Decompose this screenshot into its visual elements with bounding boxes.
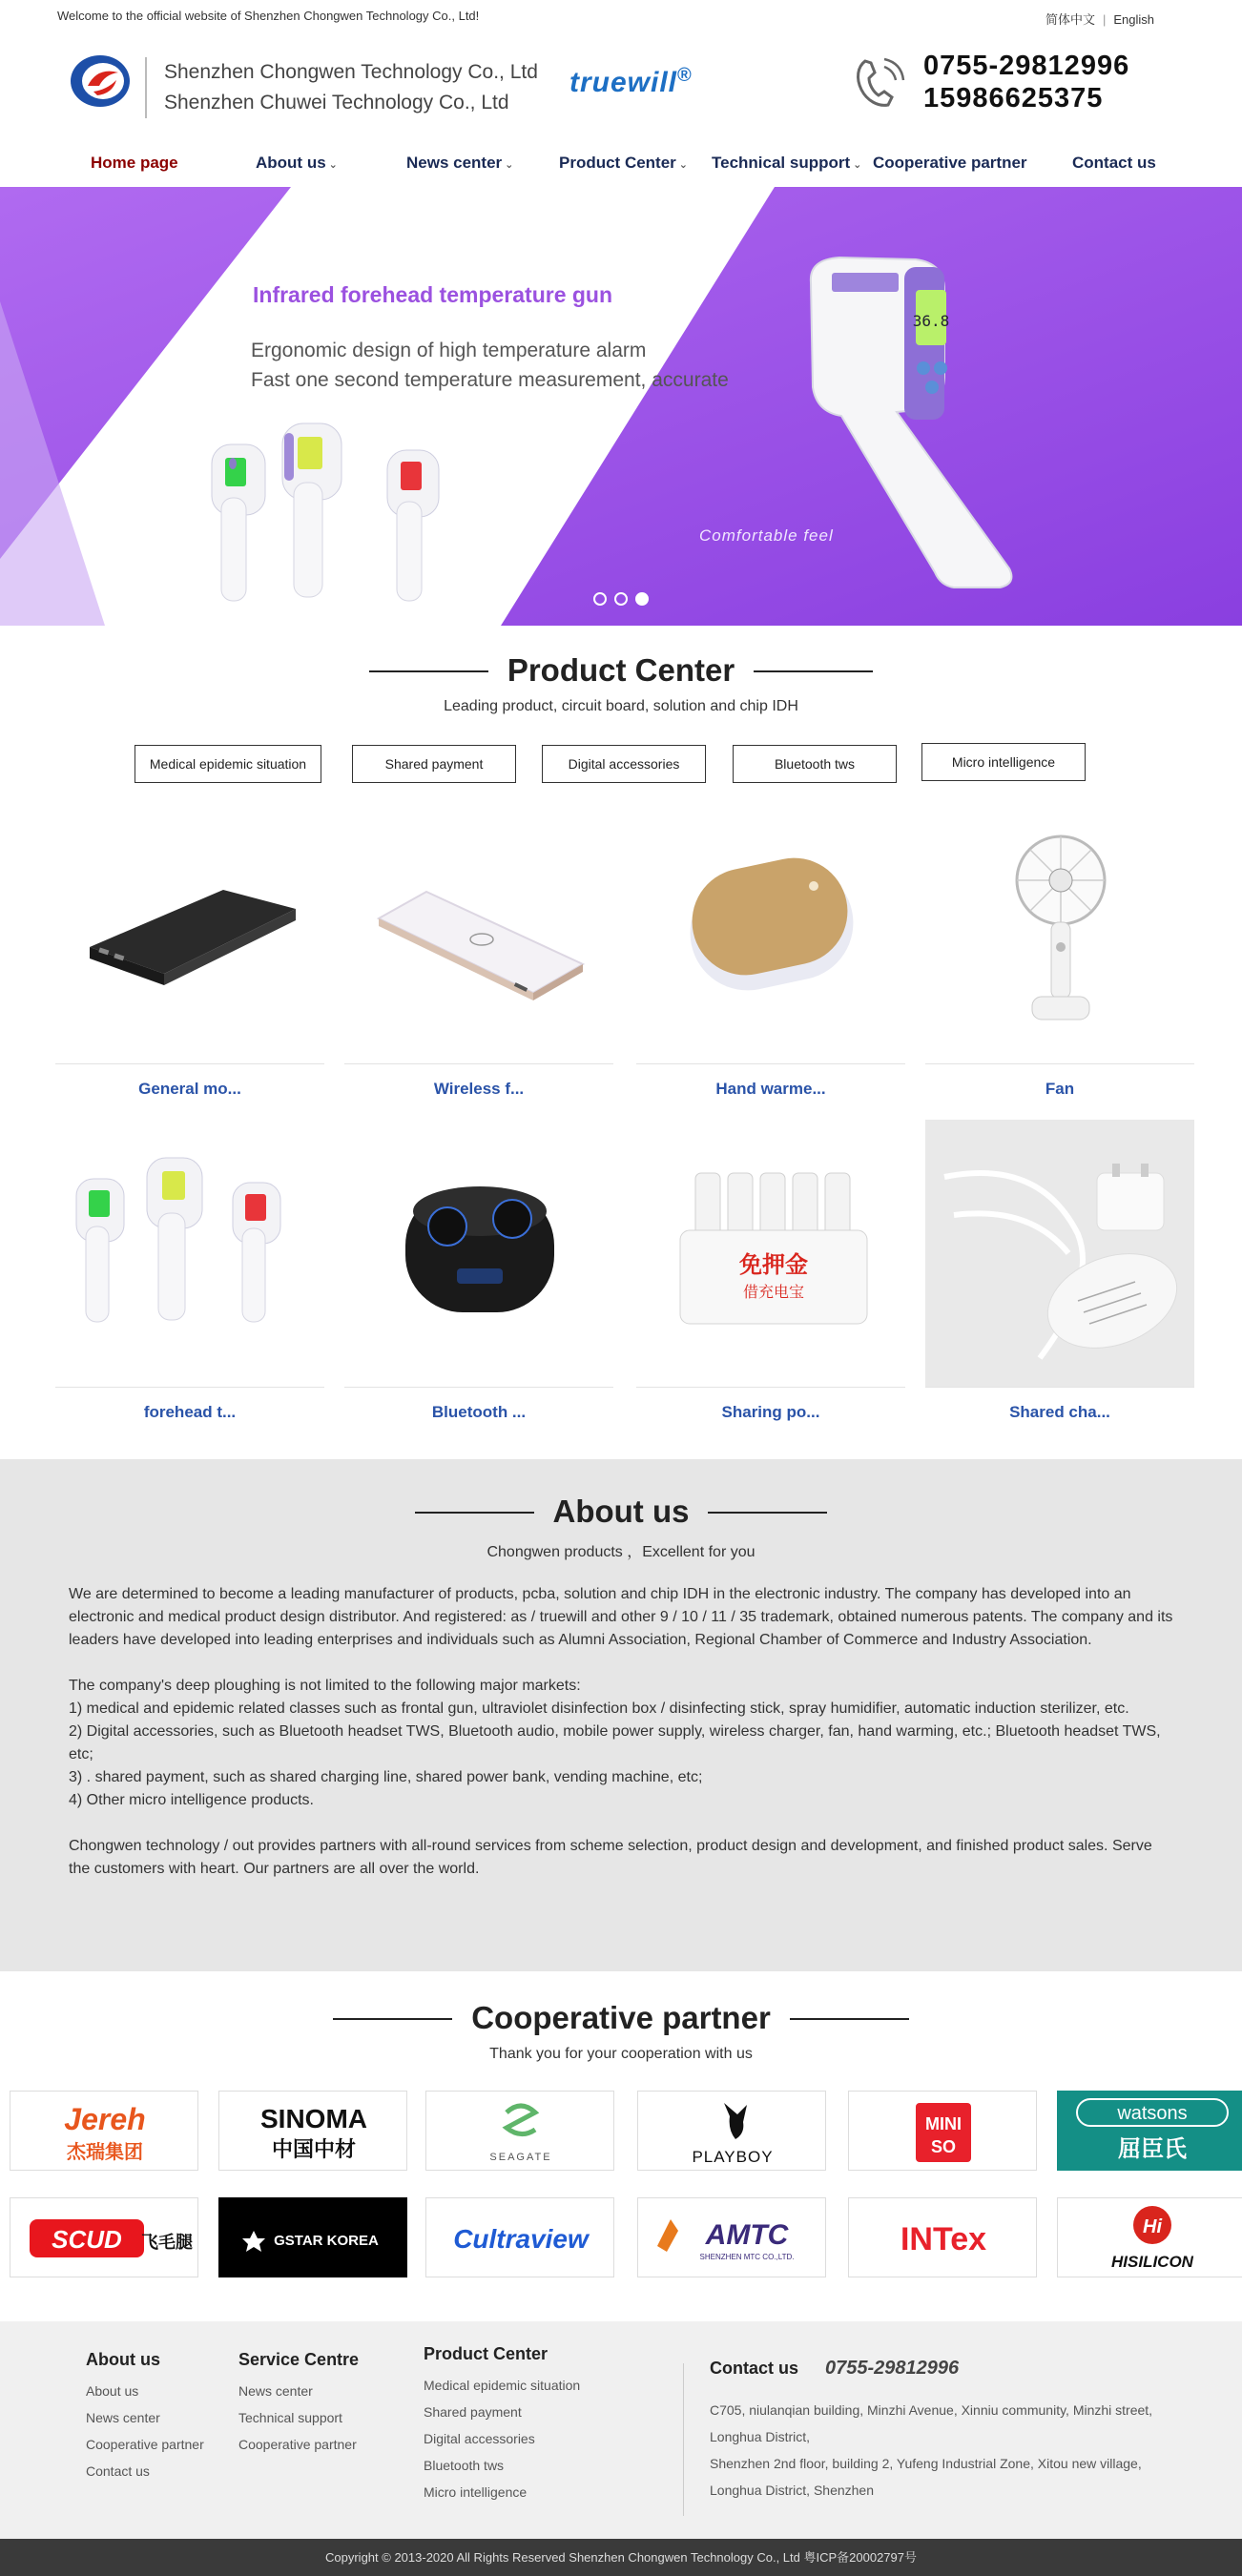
product-center-header [0, 652, 1242, 715]
product-image [344, 1120, 613, 1387]
cultraview-logo-icon [426, 2198, 614, 2277]
tab-shared-payment[interactable]: Shared payment [352, 745, 516, 783]
footer-address [710, 2397, 1196, 2504]
partner-subtitle: Thank you for your cooperation with us [489, 2046, 753, 2062]
partner-logo-scud[interactable] [10, 2197, 198, 2277]
playboy-logo-text: PLAYBOY [692, 2148, 774, 2166]
banner-subtitle-line2: Fast one second temperature measurement, accurate [251, 369, 729, 391]
company-names [145, 57, 538, 118]
main-nav [0, 141, 1242, 185]
partner-logo-amtc[interactable] [637, 2197, 826, 2277]
about-title: About us [552, 1494, 690, 1529]
sharing-power-bank-station-icon [636, 1120, 905, 1387]
scud-logo-cn: 飞毛腿 [141, 2233, 193, 2253]
partner-logo-cultraview[interactable] [425, 2197, 614, 2277]
amtc-logo-text: AMTC [705, 2219, 789, 2251]
footer-about-column [86, 2350, 204, 2484]
nav-about-label: About us [256, 154, 326, 172]
cultraview-logo-text: Cultraview [453, 2224, 589, 2254]
nav-contact[interactable] [1072, 141, 1156, 185]
top-bar [0, 0, 1242, 36]
partner-logo-miniso[interactable] [848, 2091, 1037, 2171]
product-image [636, 1120, 905, 1387]
partner-logo-hisilicon[interactable] [1057, 2197, 1242, 2277]
footer [0, 2321, 1242, 2539]
partner-logo-watsons[interactable] [1057, 2091, 1242, 2171]
footer-address-line1: C705, niulanqian building, Minzhi Avenue, Xinniu community, Minzhi street, Longhua District, [710, 2402, 1153, 2444]
hotline-numbers [923, 50, 1129, 114]
banner-note: Comfortable feel [699, 526, 834, 545]
product-card[interactable] [55, 1120, 324, 1422]
product-center-subtitle: Leading product, circuit board, solution and chip IDH [444, 698, 798, 714]
gstar-logo-icon [219, 2198, 407, 2277]
product-name[interactable]: Sharing po... [721, 1403, 820, 1421]
miniso-logo-text: MINI [925, 2114, 962, 2133]
footer-link[interactable]: News center [86, 2410, 160, 2425]
sharing-box-label-2: 借充电宝 [742, 1283, 805, 1301]
playboy-logo-icon [638, 2092, 826, 2171]
footer-product-column [424, 2344, 580, 2505]
sharing-box-label: 免押金 [739, 1251, 808, 1278]
shared-charging-cable-icon [925, 1120, 1194, 1387]
footer-link[interactable]: Medical epidemic situation [424, 2378, 581, 2393]
about-paragraph: 4) Other micro intelligence products. [69, 1792, 314, 1808]
about-paragraph: Chongwen technology / out provides partners with all-round services from scheme selection, product design and development, and finished product sales. Serve the customers with heart. Our partners are all over the world. [69, 1838, 1152, 1877]
miniso-logo-text-2: SO [930, 2137, 957, 2156]
footer-address-line2: Shenzhen 2nd floor, building 2, Yufeng Industrial Zone, Xitou new village, Longhua District, Shenzhen [710, 2456, 1142, 2498]
footer-link[interactable]: Cooperative partner [86, 2437, 204, 2452]
miniso-logo-icon [849, 2092, 1037, 2171]
company-name-1: Shenzhen Chongwen Technology Co., Ltd [164, 61, 538, 83]
about-paragraph: 2) Digital accessories, such as Bluetooth headset TWS, Bluetooth audio, mobile power supply, wireless charger, fan, hand warming, etc.; Bluetooth headset TWS, etc; [69, 1723, 1161, 1762]
about-paragraph: We are determined to become a leading manufacturer of products, pcba, solution and chip IDH in the electronic industry. The company has developed into an electronic and medical product design distributor. And registered: as / truewill and other 9 / 10 / 11 / 35 trademark, obtained numerous patents. The company and its leaders have developed into leading enterprises and individuals such as Alumni Association, Regional Chamber of Commerce and Industry Association. [69, 1586, 1173, 1648]
hisilicon-logo-mark: Hi [1143, 2216, 1162, 2237]
tab-micro-intelligence[interactable]: Micro intelligence [921, 743, 1086, 781]
intex-logo-text: INTex [900, 2221, 987, 2257]
hisilicon-logo-icon [1058, 2198, 1242, 2277]
footer-contact-title: Contact us [710, 2359, 799, 2378]
product-name[interactable]: Hand warme... [715, 1080, 826, 1098]
nav-partner-label: Cooperative partner [873, 154, 1027, 172]
company-logo-icon[interactable] [69, 53, 132, 109]
company-name-2: Shenzhen Chuwei Technology Co., Ltd [164, 92, 509, 113]
footer-link[interactable]: Cooperative partner [238, 2437, 357, 2452]
power-bank-icon [55, 796, 324, 1063]
tab-digital-accessories[interactable]: Digital accessories [542, 745, 706, 783]
sinoma-logo-text: SINOMA [260, 2104, 367, 2133]
fan-icon [925, 796, 1194, 1063]
nav-product[interactable] [559, 141, 688, 185]
tab-bluetooth-tws[interactable]: Bluetooth tws [733, 745, 897, 783]
product-name[interactable]: Fan [1045, 1080, 1075, 1098]
nav-news[interactable] [406, 141, 513, 185]
partner-logo-sinoma[interactable] [218, 2091, 407, 2171]
footer-link[interactable]: Shared payment [424, 2404, 522, 2420]
product-card[interactable] [55, 796, 324, 1099]
scud-logo-icon [10, 2198, 198, 2277]
footer-link[interactable]: Bluetooth tws [424, 2458, 505, 2473]
product-card[interactable] [344, 796, 613, 1099]
language-switch [1045, 10, 1154, 28]
about-section [0, 1459, 1242, 1971]
product-name[interactable]: Bluetooth ... [431, 1403, 527, 1421]
product-image [925, 796, 1194, 1063]
chevron-down-icon: ⌄ [505, 159, 514, 171]
lang-chinese-link[interactable]: 简体中文 [1045, 12, 1095, 27]
product-name[interactable]: General mo... [138, 1080, 241, 1098]
partner-header [0, 2000, 1242, 2063]
nav-contact-label: Contact us [1072, 154, 1156, 172]
tab-medical[interactable]: Medical epidemic situation [135, 745, 321, 783]
nav-support[interactable] [712, 141, 861, 185]
footer-contact-phone: 0755-29812996 [825, 2358, 960, 2379]
footer-product-title: Product Center [424, 2344, 549, 2363]
seagate-logo-icon [426, 2092, 614, 2171]
carousel-dot-1[interactable] [593, 592, 607, 606]
product-card[interactable] [925, 796, 1194, 1099]
jereh-logo-cn: 杰瑞集团 [67, 2140, 143, 2163]
hero-banner[interactable] [0, 187, 1242, 626]
product-image [925, 1120, 1194, 1387]
footer-link[interactable]: Technical support [238, 2410, 342, 2425]
copyright-bar: Copyright © 2013-2020 All Rights Reserved Shenzhen Chongwen Technology Co., Ltd 粤ICP备20002797号 [0, 2539, 1242, 2576]
carousel-dot-3-active[interactable] [635, 592, 649, 606]
brand-logo[interactable] [569, 65, 693, 99]
footer-link[interactable]: News center [238, 2383, 313, 2399]
footer-contact [710, 2358, 1196, 2504]
partner-logo-gstar[interactable] [218, 2197, 407, 2277]
lang-english-link[interactable]: English [1113, 12, 1154, 27]
footer-link[interactable]: Digital accessories [424, 2431, 535, 2446]
partner-logo-seagate[interactable] [425, 2091, 614, 2171]
product-image [636, 796, 905, 1063]
sinoma-logo-cn: 中国中材 [271, 2138, 357, 2162]
product-image [55, 1120, 324, 1387]
footer-link[interactable]: Contact us [86, 2463, 150, 2479]
carousel-dots [593, 592, 656, 610]
nav-home-label: Home page [91, 154, 178, 172]
about-paragraph: 3) . shared payment, such as shared charging line, shared power bank, vending machine, etc; [69, 1769, 703, 1785]
registered-mark: ® [677, 65, 693, 86]
nav-news-label: News center [406, 154, 503, 172]
product-center-title: Product Center [507, 652, 735, 688]
thermometer-reading: 36.8 [912, 312, 950, 330]
wireless-charger-icon [344, 796, 613, 1063]
lang-separator: | [1102, 12, 1107, 27]
sinoma-logo-icon [219, 2092, 407, 2171]
about-subtitle: Chongwen products ，Excellent for you [486, 1544, 756, 1560]
forehead-thermometer-icon [55, 1120, 324, 1387]
nav-about[interactable] [256, 141, 338, 185]
amtc-logo-icon [638, 2198, 826, 2277]
partner-logo-intex[interactable] [848, 2197, 1037, 2277]
about-paragraph: 1) medical and epidemic related classes such as frontal gun, ultraviolet disinfection box / disinfecting stick, spray humidifier, automatic induction sterilizer, etc. [69, 1700, 1129, 1717]
nav-home[interactable] [91, 141, 178, 185]
gstar-logo-text: GSTAR KOREA [274, 2233, 379, 2249]
banner-title: Infrared forehead temperature gun [253, 282, 613, 307]
product-image [55, 796, 324, 1063]
about-text [69, 1583, 1175, 1881]
partner-logo-playboy[interactable] [637, 2091, 826, 2171]
seagate-logo-text: SEAGATE [489, 2152, 552, 2163]
partner-title: Cooperative partner [471, 2000, 771, 2035]
chevron-down-icon: ⌄ [853, 159, 862, 171]
nav-product-label: Product Center [559, 154, 676, 172]
watsons-logo-cn: 屈臣氏 [1118, 2135, 1187, 2162]
jereh-logo-icon [10, 2092, 198, 2171]
footer-link[interactable]: About us [86, 2383, 139, 2399]
product-card[interactable] [925, 1120, 1194, 1422]
jereh-logo-text: Jereh [64, 2102, 146, 2136]
product-image [344, 796, 613, 1063]
watsons-logo-text: watsons [1117, 2103, 1188, 2124]
product-name[interactable]: forehead t... [143, 1403, 237, 1421]
about-paragraph: The company's deep ploughing is not limited to the following major markets: [69, 1678, 581, 1694]
product-card[interactable] [636, 796, 905, 1099]
phone-number-1: 0755-29812996 [923, 51, 1130, 81]
product-card[interactable] [344, 1120, 613, 1422]
footer-service-column [238, 2350, 359, 2458]
amtc-logo-sub: SHENZHEN MTC CO.,LTD. [699, 2253, 795, 2261]
scud-logo-text: SCUD [52, 2225, 122, 2254]
product-name[interactable]: Shared cha... [1009, 1403, 1110, 1421]
footer-link[interactable]: Micro intelligence [424, 2484, 528, 2500]
bluetooth-earbuds-icon [344, 1120, 613, 1387]
footer-divider [683, 2363, 684, 2516]
phone-icon [852, 53, 905, 111]
hisilicon-logo-text: HISILICON [1111, 2253, 1193, 2271]
phone-number-2: 15986625375 [923, 83, 1104, 113]
brand-name: truewill [569, 67, 678, 98]
banner-subtitle-line1: Ergonomic design of high temperature alarm [251, 340, 647, 361]
nav-partner[interactable] [873, 141, 1027, 185]
hand-warmer-icon [636, 796, 905, 1063]
chevron-down-icon: ⌄ [328, 159, 338, 171]
product-name[interactable]: Wireless f... [433, 1080, 525, 1098]
footer-service-title: Service Centre [238, 2350, 360, 2369]
intex-logo-icon [849, 2198, 1037, 2277]
footer-about-title: About us [86, 2350, 160, 2369]
carousel-dot-2[interactable] [614, 592, 628, 606]
banner-subtitle [251, 336, 729, 395]
product-card[interactable] [636, 1120, 905, 1422]
partner-logo-jereh[interactable] [10, 2091, 198, 2171]
watsons-logo-icon [1058, 2092, 1242, 2171]
chevron-down-icon: ⌄ [678, 159, 689, 171]
welcome-text: Welcome to the official website of Shenzhen Chongwen Technology Co., Ltd! [57, 9, 480, 23]
nav-support-label: Technical support [712, 154, 851, 172]
banner-background [0, 187, 1242, 626]
about-header [0, 1494, 1242, 1561]
